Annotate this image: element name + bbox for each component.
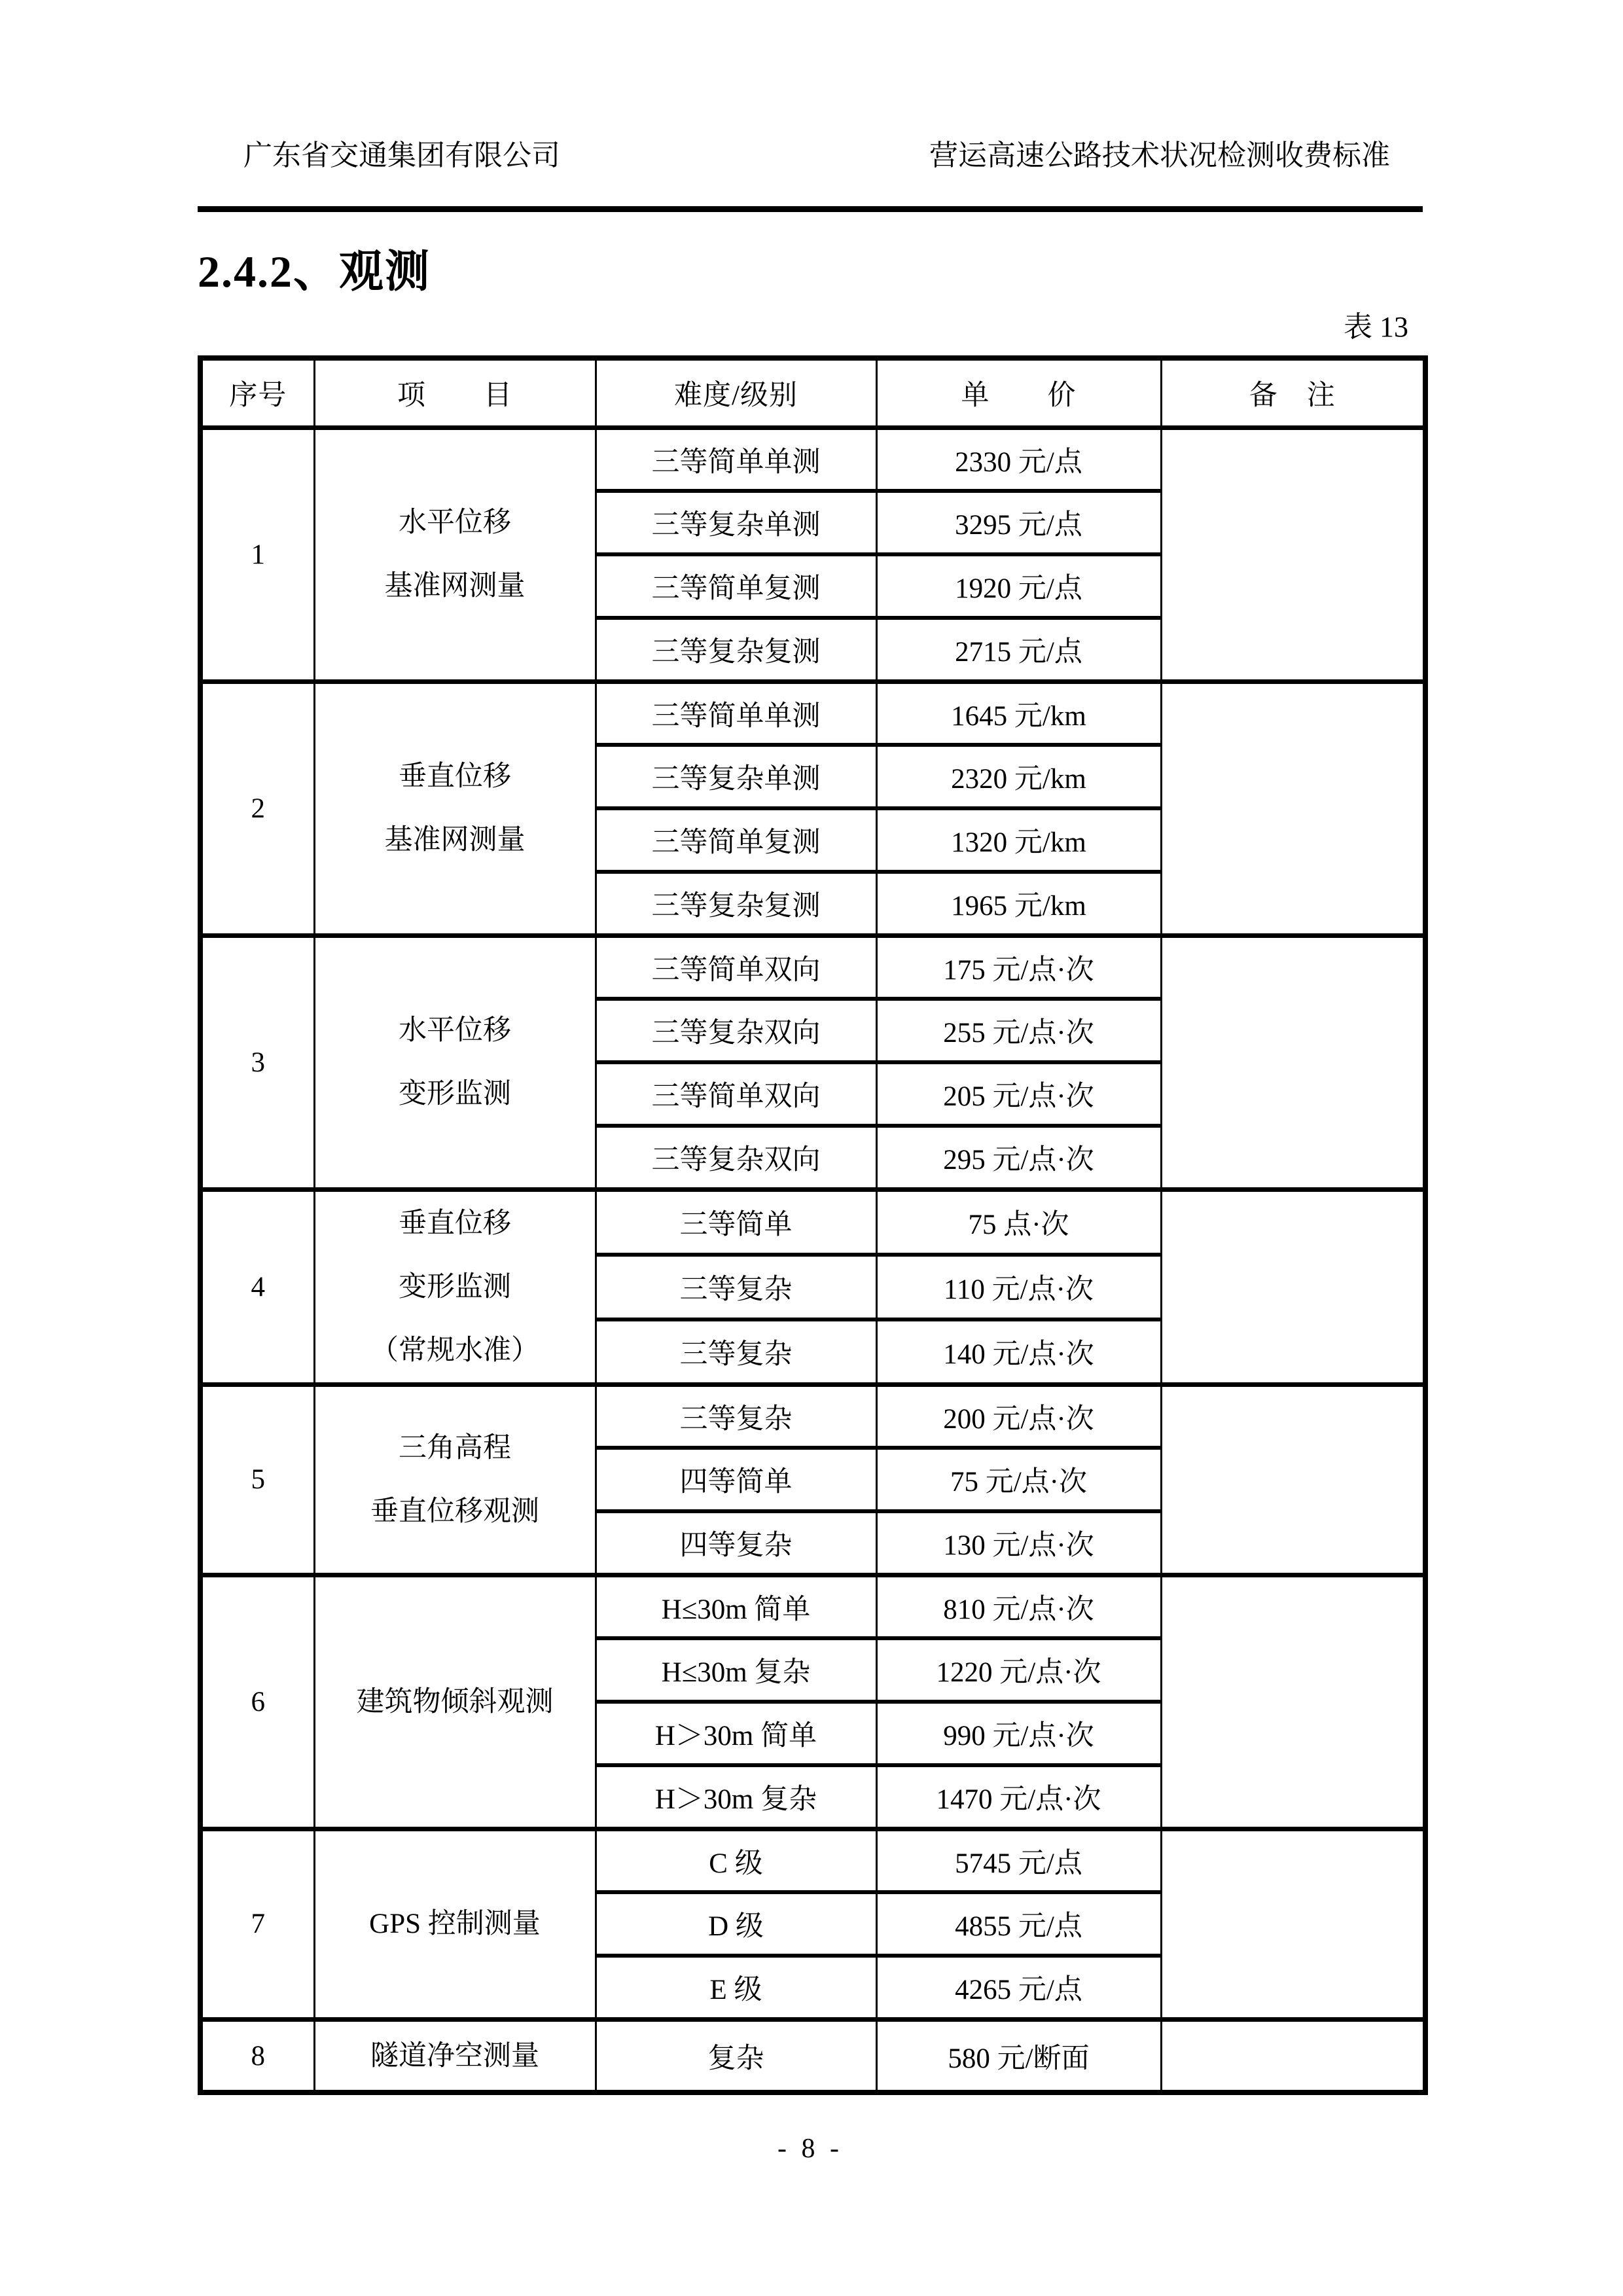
row-difficulty-level: 三等简单 bbox=[596, 1189, 876, 1254]
row-unit-price: 255 元/点·次 bbox=[876, 999, 1161, 1062]
row-seq-number: 4 bbox=[200, 1189, 314, 1384]
row-seq-number: 7 bbox=[200, 1829, 314, 2019]
column-header-level: 难度/级别 bbox=[596, 358, 876, 428]
row-seq-number: 2 bbox=[200, 681, 314, 935]
row-unit-price: 4265 元/点 bbox=[876, 1956, 1161, 2019]
row-unit-price: 3295 元/点 bbox=[876, 491, 1161, 554]
item-name-line: 垂直位移 bbox=[399, 761, 511, 793]
item-name-line: 三角高程 bbox=[399, 1432, 511, 1463]
fee-row bbox=[200, 1384, 1425, 1448]
row-difficulty-level: H＞30m 复杂 bbox=[596, 1765, 876, 1829]
fee-row bbox=[200, 1189, 1425, 1254]
section-title: 2.4.2、观测 bbox=[198, 246, 431, 296]
row-unit-price: 1645 元/km bbox=[876, 681, 1161, 745]
row-difficulty-level: H≤30m 简单 bbox=[596, 1575, 876, 1638]
fee-row bbox=[200, 681, 1425, 745]
row-difficulty-level: 三等复杂单测 bbox=[596, 745, 876, 808]
table-header-row bbox=[200, 358, 1425, 428]
item-name-line: 水平位移 bbox=[399, 1015, 511, 1047]
row-difficulty-level: 三等复杂 bbox=[596, 1255, 876, 1319]
item-name-line: 隧道净空测量 bbox=[370, 2040, 539, 2072]
fee-table bbox=[198, 355, 1428, 2096]
row-difficulty-level: H≤30m 复杂 bbox=[596, 1638, 876, 1702]
header-right-text: 营运高速公路技术状况检测收费标准 bbox=[929, 139, 1390, 171]
row-unit-price: 175 元/点·次 bbox=[876, 935, 1161, 999]
column-header-remark: 备 注 bbox=[1161, 358, 1425, 428]
row-seq-number: 8 bbox=[200, 2019, 314, 2092]
page-number: - 8 - bbox=[777, 2134, 843, 2164]
column-header-price: 单 价 bbox=[876, 358, 1161, 428]
row-difficulty-level: 三等复杂单测 bbox=[596, 491, 876, 554]
item-name-line: 基准网测量 bbox=[384, 571, 526, 602]
row-unit-price: 200 元/点·次 bbox=[876, 1384, 1161, 1448]
row-difficulty-level: C 级 bbox=[596, 1829, 876, 1892]
row-seq-number: 3 bbox=[200, 935, 314, 1189]
header-rule bbox=[198, 206, 1423, 212]
row-item-name bbox=[314, 1384, 596, 1575]
row-unit-price: 295 元/点·次 bbox=[876, 1126, 1161, 1189]
page-content bbox=[198, 0, 1423, 2164]
row-unit-price: 580 元/断面 bbox=[876, 2019, 1161, 2092]
fee-row bbox=[200, 2019, 1425, 2092]
row-difficulty-level: 四等简单 bbox=[596, 1448, 876, 1511]
row-remark bbox=[1161, 1384, 1425, 1575]
row-difficulty-level: 复杂 bbox=[596, 2019, 876, 2092]
fee-row bbox=[200, 427, 1425, 491]
row-unit-price: 2330 元/点 bbox=[876, 427, 1161, 491]
row-remark bbox=[1161, 2019, 1425, 2092]
row-difficulty-level: 三等简单复测 bbox=[596, 554, 876, 618]
row-seq-number: 5 bbox=[200, 1384, 314, 1575]
row-remark bbox=[1161, 1575, 1425, 1829]
item-name-line: 垂直位移观测 bbox=[370, 1496, 539, 1527]
row-item-name bbox=[314, 2019, 596, 2092]
row-difficulty-level: E 级 bbox=[596, 1956, 876, 2019]
row-unit-price: 130 元/点·次 bbox=[876, 1511, 1161, 1575]
row-item-name bbox=[314, 1575, 596, 1829]
row-difficulty-level: 三等简单双向 bbox=[596, 1062, 876, 1126]
row-unit-price: 75 元/点·次 bbox=[876, 1448, 1161, 1511]
row-item-name bbox=[314, 1829, 596, 2019]
row-item-name bbox=[314, 1189, 596, 1384]
item-name-line: GPS 控制测量 bbox=[369, 1909, 541, 1940]
row-difficulty-level: 三等简单单测 bbox=[596, 681, 876, 745]
column-header-item: 项 目 bbox=[314, 358, 596, 428]
fee-row bbox=[200, 1575, 1425, 1638]
row-unit-price: 990 元/点·次 bbox=[876, 1702, 1161, 1765]
row-unit-price: 205 元/点·次 bbox=[876, 1062, 1161, 1126]
row-difficulty-level: 三等简单复测 bbox=[596, 808, 876, 872]
row-item-name bbox=[314, 681, 596, 935]
row-remark bbox=[1161, 681, 1425, 935]
row-difficulty-level: 三等复杂复测 bbox=[596, 872, 876, 935]
row-unit-price: 1470 元/点·次 bbox=[876, 1765, 1161, 1829]
column-header-seq: 序号 bbox=[200, 358, 314, 428]
row-unit-price: 1220 元/点·次 bbox=[876, 1638, 1161, 1702]
item-name-line: 基准网测量 bbox=[384, 825, 526, 856]
row-item-name bbox=[314, 935, 596, 1189]
row-difficulty-level: 三等复杂 bbox=[596, 1319, 876, 1384]
row-unit-price: 2320 元/km bbox=[876, 745, 1161, 808]
row-unit-price: 110 元/点·次 bbox=[876, 1255, 1161, 1319]
row-unit-price: 5745 元/点 bbox=[876, 1829, 1161, 1892]
row-unit-price: 4855 元/点 bbox=[876, 1892, 1161, 1956]
row-difficulty-level: 三等复杂 bbox=[596, 1384, 876, 1448]
row-unit-price: 1965 元/km bbox=[876, 872, 1161, 935]
row-unit-price: 2715 元/点 bbox=[876, 618, 1161, 681]
item-name-line: 变形监测 bbox=[399, 1271, 511, 1302]
row-difficulty-level: 三等简单双向 bbox=[596, 935, 876, 999]
row-remark bbox=[1161, 1829, 1425, 2019]
row-seq-number: 6 bbox=[200, 1575, 314, 1829]
item-name-line: 水平位移 bbox=[399, 507, 511, 539]
row-remark bbox=[1161, 935, 1425, 1189]
row-difficulty-level: 四等复杂 bbox=[596, 1511, 876, 1575]
fee-row bbox=[200, 1829, 1425, 1892]
row-difficulty-level: D 级 bbox=[596, 1892, 876, 1956]
item-name-line: 建筑物倾斜观测 bbox=[356, 1686, 554, 1717]
fee-row bbox=[200, 935, 1425, 999]
row-difficulty-level: 三等复杂复测 bbox=[596, 618, 876, 681]
item-name-line: 垂直位移 bbox=[399, 1208, 511, 1239]
row-remark bbox=[1161, 1189, 1425, 1384]
row-seq-number: 1 bbox=[200, 427, 314, 681]
item-name-line: （常规水准） bbox=[370, 1335, 539, 1366]
item-name-line: 变形监测 bbox=[399, 1079, 511, 1110]
row-item-name bbox=[314, 427, 596, 681]
row-unit-price: 1920 元/点 bbox=[876, 554, 1161, 618]
row-difficulty-level: 三等复杂双向 bbox=[596, 1126, 876, 1189]
row-unit-price: 1320 元/km bbox=[876, 808, 1161, 872]
document-header bbox=[198, 139, 1423, 173]
table-number-label: 表 13 bbox=[1344, 310, 1408, 343]
row-difficulty-level: H＞30m 简单 bbox=[596, 1702, 876, 1765]
row-difficulty-level: 三等复杂双向 bbox=[596, 999, 876, 1062]
row-unit-price: 810 元/点·次 bbox=[876, 1575, 1161, 1638]
row-unit-price: 140 元/点·次 bbox=[876, 1319, 1161, 1384]
row-difficulty-level: 三等简单单测 bbox=[596, 427, 876, 491]
row-unit-price: 75 点·次 bbox=[876, 1189, 1161, 1254]
header-left-text: 广东省交通集团有限公司 bbox=[243, 139, 560, 171]
row-remark bbox=[1161, 427, 1425, 681]
